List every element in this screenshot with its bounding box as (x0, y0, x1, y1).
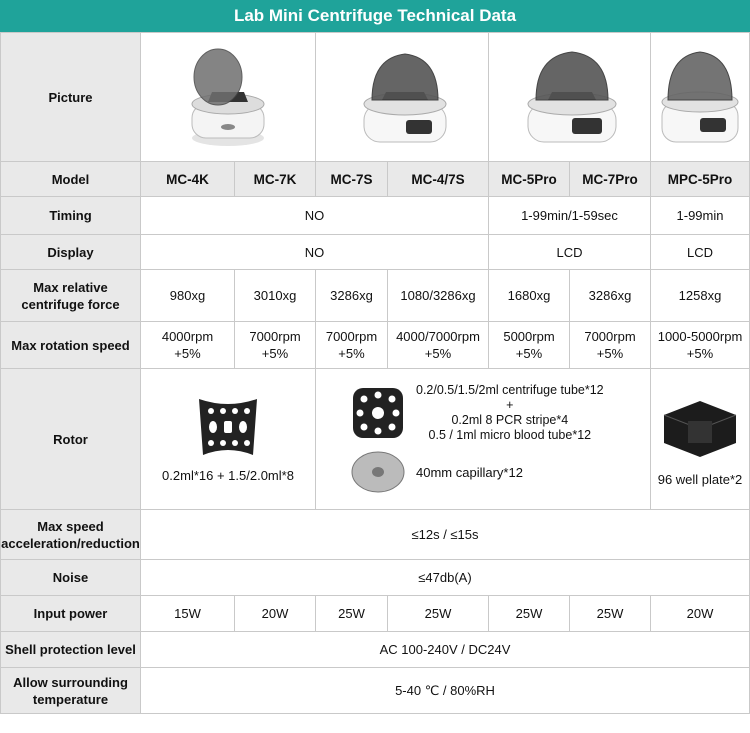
rotor-spec-text: 96 well plate*2 (657, 471, 743, 487)
display-value: LCD (651, 235, 750, 270)
temp-value: 5-40 ℃ / 80%RH (141, 668, 750, 714)
display-row (1, 235, 750, 270)
row-label-force: Max relative centrifuge force (1, 270, 141, 322)
row-label-model: Model (1, 162, 141, 197)
force-value: 3286xg (316, 270, 388, 322)
model-cell: MC-5Pro (489, 162, 570, 197)
speed-value (651, 322, 750, 369)
timing-value: 1-99min (651, 197, 750, 235)
product-image-mc-4k-7k (141, 33, 316, 162)
model-cell: MC-7K (235, 162, 316, 197)
force-value: 3286xg (570, 270, 651, 322)
speed-rpm: 1000-5000rpm (657, 329, 743, 344)
speed-rpm: 5000rpm (503, 329, 555, 344)
model-cell: MC-4K (141, 162, 235, 197)
power-value: 20W (235, 596, 316, 632)
power-value: 25W (316, 596, 388, 632)
row-label-noise: Noise (1, 560, 141, 596)
display-value: NO (141, 235, 489, 270)
speed-tolerance: +5% (261, 346, 289, 361)
plate-rotor-icon (658, 391, 742, 465)
noise-row (1, 560, 750, 596)
display-value: LCD (489, 235, 651, 270)
model-cell: MC-7Pro (570, 162, 651, 197)
rotor-tube-icon (350, 385, 406, 441)
model-cell: MPC-5Pro (651, 162, 750, 197)
rotor-cell-4k-7k (141, 369, 316, 510)
temp-row (1, 668, 750, 714)
row-label-timing: Timing (1, 197, 141, 235)
picture-row (1, 33, 750, 162)
capillary-rotor-icon (350, 449, 406, 495)
row-label-speed: Max rotation speed (1, 322, 141, 369)
force-value: 1080/3286xg (388, 270, 489, 322)
speed-rpm: 4000/7000rpm (396, 329, 480, 344)
row-label-picture: Picture (1, 33, 141, 162)
rotor-spec-text: 0.5 / 1ml micro blood tube*12 (428, 428, 592, 442)
spec-table (0, 32, 750, 714)
model-cell: MC-4/7S (388, 162, 489, 197)
row-label-display: Display (1, 235, 141, 270)
speed-tolerance: +5% (174, 346, 201, 361)
speed-value (388, 322, 489, 369)
model-row (1, 162, 750, 197)
power-row (1, 596, 750, 632)
product-image-mc-7s (316, 33, 489, 162)
speed-rpm: 7000rpm (325, 329, 378, 344)
speed-tolerance: +5% (686, 346, 714, 361)
rotor-grid-icon (193, 395, 263, 459)
row-label-power: Input power (1, 596, 141, 632)
noise-value: ≤47db(A) (141, 560, 750, 596)
rotor-cell-mpc (651, 369, 750, 510)
shell-row (1, 632, 750, 668)
rotor-row (1, 369, 750, 510)
speed-rpm: 4000rpm (161, 329, 214, 344)
speed-row (1, 322, 750, 369)
rotor-spec-text: 0.2/0.5/1.5/2ml centrifuge tube*12 (416, 383, 604, 397)
speed-value (235, 322, 316, 369)
speed-tolerance: +5% (596, 346, 624, 361)
product-image-mc-5pro-7pro (489, 33, 651, 162)
speed-tolerance: +5% (338, 346, 365, 361)
speed-value (316, 322, 388, 369)
rotor-spec-text: 0.2ml*16 + 1.5/2.0ml*8 (162, 467, 294, 483)
rotor-spec-text: + (506, 398, 514, 412)
force-value: 1680xg (489, 270, 570, 322)
power-value: 25W (570, 596, 651, 632)
force-row (1, 270, 750, 322)
speed-rpm: 7000rpm (249, 329, 301, 344)
row-label-shell: Shell protection level (1, 632, 141, 668)
speed-tolerance: +5% (424, 346, 452, 361)
force-value: 1258xg (651, 270, 750, 322)
product-image-mpc-5pro (651, 33, 750, 162)
accel-value: ≤12s / ≤15s (141, 510, 750, 560)
rotor-spec-text: 40mm capillary*12 (416, 464, 523, 480)
rotor-cell-7s-pro (316, 369, 651, 510)
timing-value: 1-99min/1-59sec (489, 197, 651, 235)
power-value: 20W (651, 596, 750, 632)
speed-value (489, 322, 570, 369)
accel-row (1, 510, 750, 560)
rotor-spec-text: 0.2ml 8 PCR stripe*4 (451, 413, 569, 427)
page-title: Lab Mini Centrifuge Technical Data (0, 0, 750, 32)
speed-value (570, 322, 651, 369)
row-label-temp: Allow surrounding temperature (1, 668, 141, 714)
timing-value: NO (141, 197, 489, 235)
power-value: 25W (489, 596, 570, 632)
shell-value: AC 100-240V / DC24V (141, 632, 750, 668)
power-value: 15W (141, 596, 235, 632)
speed-value (141, 322, 235, 369)
force-value: 3010xg (235, 270, 316, 322)
row-label-accel: Max speed acceleration/reduction (1, 510, 141, 560)
force-value: 980xg (141, 270, 235, 322)
timing-row (1, 197, 750, 235)
speed-tolerance: +5% (515, 346, 543, 361)
model-cell: MC-7S (316, 162, 388, 197)
speed-rpm: 7000rpm (584, 329, 636, 344)
power-value: 25W (388, 596, 489, 632)
row-label-rotor: Rotor (1, 369, 141, 510)
